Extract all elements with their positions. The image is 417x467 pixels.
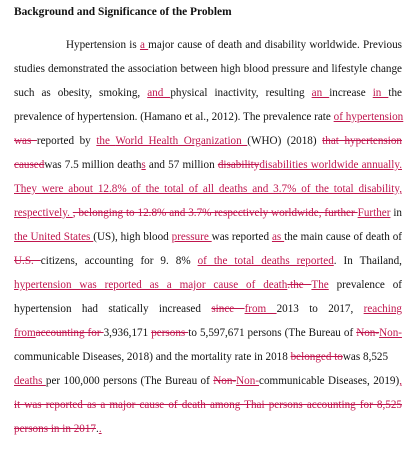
deleted-text: persons in in 2017 xyxy=(14,423,97,435)
paragraph-line xyxy=(14,230,402,244)
text-run: (US), high blood xyxy=(93,231,172,243)
inserted-text: the xyxy=(96,135,116,147)
inserted-text: reaching xyxy=(363,303,402,315)
inserted-text: from xyxy=(14,327,36,339)
section-heading: Background and Significance of the Problem xyxy=(14,6,232,18)
text-run: the xyxy=(388,87,403,99)
inserted-text: Further xyxy=(357,207,391,219)
text-run: in xyxy=(390,207,402,219)
inserted-text: of the total deaths reported xyxy=(197,255,334,267)
inserted-text: a xyxy=(139,39,149,51)
text-run: (WHO) xyxy=(247,135,287,147)
text-run: Hypertension is xyxy=(66,39,140,51)
deleted-text: , belonging to 12.8% and 3.7% respectively worldwide, further xyxy=(72,207,358,219)
text-run: communicable Diseases, 2018) and the mortality rate in 2018 xyxy=(14,351,291,363)
text-run: per 100,000 persons (The Bureau of xyxy=(45,375,214,387)
inserted-text: disabilities worldwide annually. xyxy=(259,159,402,171)
text-run: major cause of death and disability worldwide. Previous xyxy=(148,39,402,51)
inserted-text: an xyxy=(311,87,330,99)
text-run: and 57 million xyxy=(145,159,218,171)
deleted-text: it was reported as a major cause of death among Thai persons accounting for 8,525 xyxy=(14,399,402,411)
text-run: . xyxy=(96,423,99,435)
inserted-text: of hypertension xyxy=(333,111,404,123)
paragraph-line xyxy=(66,38,402,52)
paragraph-line xyxy=(14,254,402,268)
paragraph-line xyxy=(14,182,402,196)
text-run: 2013 to 2017, xyxy=(276,303,364,315)
inserted-text: respectively. xyxy=(14,207,73,219)
inserted-text: . xyxy=(98,423,102,435)
inserted-text: the United States xyxy=(14,231,94,243)
text-run: was 8,525 xyxy=(342,351,389,363)
inserted-text: and xyxy=(147,87,171,99)
paragraph-line xyxy=(14,422,402,436)
inserted-text: World Health Organization xyxy=(115,135,248,147)
paragraph-line xyxy=(14,62,402,76)
paragraph-line xyxy=(14,278,402,292)
paragraph-line xyxy=(14,86,402,100)
text-run: . In Thailand, xyxy=(333,255,402,267)
deleted-text: Non- xyxy=(356,327,380,339)
deleted-text: persons xyxy=(151,327,189,339)
paragraph-line xyxy=(14,374,402,388)
deleted-text: caused xyxy=(14,159,45,171)
inserted-text: The xyxy=(311,279,329,291)
text-run: was 7.5 million death xyxy=(44,159,142,171)
deleted-text: since xyxy=(211,303,245,315)
text-run: reported by xyxy=(36,135,97,147)
text-run: 3,936,171 xyxy=(103,327,152,339)
inserted-text: from xyxy=(244,303,277,315)
inserted-text: hypertension was reported as a major cause of death xyxy=(14,279,288,291)
paragraph-line xyxy=(14,326,402,340)
text-run: prevalence of hypertension. (Hamano et al., 2012). The prevalence rate xyxy=(14,111,334,123)
inserted-text: as xyxy=(271,231,285,243)
text-run: (2018) xyxy=(286,135,323,147)
text-run: citizens, accounting for 9. 8% xyxy=(40,255,198,267)
text-run: to 5,597,671 persons (The Bureau of xyxy=(188,327,357,339)
text-run: increase xyxy=(329,87,373,99)
deleted-text: Non- xyxy=(213,375,237,387)
paragraph-line xyxy=(14,134,402,148)
text-run: hypertension had statically increased xyxy=(14,303,212,315)
paragraph-line xyxy=(14,398,402,412)
inserted-text: s xyxy=(141,159,146,171)
deleted-text: that hypertension xyxy=(322,135,403,147)
paragraph-line xyxy=(14,302,402,316)
paragraph-line xyxy=(14,206,402,220)
paragraph-line xyxy=(14,350,402,364)
inserted-text: Non- xyxy=(379,327,402,339)
text-run: physical inactivity, resulting xyxy=(170,87,312,99)
deleted-text: .the xyxy=(287,279,312,291)
text-run: studies demonstrated the association between high blood pressure and lifestyle change xyxy=(14,63,402,75)
paragraph-line xyxy=(14,158,402,172)
inserted-text: deaths xyxy=(14,375,46,387)
paragraph-line xyxy=(14,110,402,124)
deleted-text: disability xyxy=(217,159,260,171)
inserted-text: Non- xyxy=(236,375,260,387)
text-run: communicable Diseases, 2019) xyxy=(259,375,400,387)
inserted-text: pressure xyxy=(171,231,212,243)
deleted-text: was xyxy=(14,135,37,147)
inserted-text: in xyxy=(372,87,389,99)
deleted-text: U.S. xyxy=(14,255,41,267)
deleted-text: accounting for xyxy=(35,327,104,339)
text-run: was reported xyxy=(211,231,272,243)
text-run: such as obesity, smoking, xyxy=(14,87,148,99)
inserted-text: They were about 12.8% of the total of all deaths and 3.7% of the total disability, xyxy=(14,183,402,195)
inserted-text: , xyxy=(399,375,402,387)
text-run: the main cause of death of xyxy=(284,231,402,243)
deleted-text: belonged to xyxy=(290,351,343,363)
text-run: prevalence of xyxy=(328,279,402,291)
